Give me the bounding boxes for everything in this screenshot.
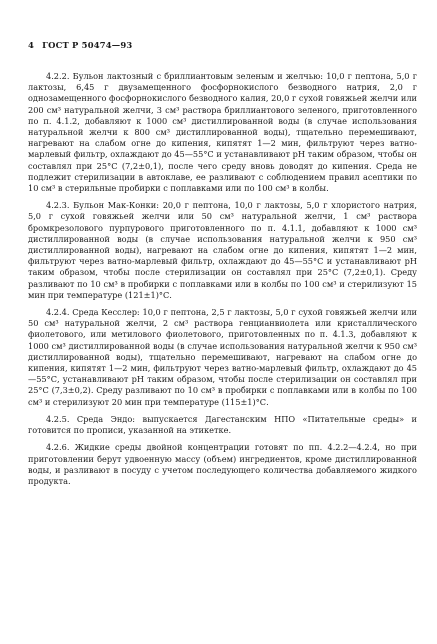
clause-4-2-2: 4.2.2. Бульон лактозный с бриллиантовым зеленым и желчью: 10,0 г пептона, 5,0 г лактозы, 6,45 г двузамещенного фосфорнокислого безводного натрия, 2,0 г однозамещенного фосфорнокислого безводного калия, 20,0 г сухой говяжьей желчи или 200 см³ натуральной желчи, 3 см³ раствора бриллиантового зеленого, приготовленного по п. 4.1.2, добавляют к 1000 см³ дистиллированной воды (в случае использования натуральной желчи к 800 см³ дистиллированной воды), тщательно перемешивают, нагревают на слабом огне до кипения, кипятят 1—2 мин, фильтруют через ватно-марлевый фильтр, охлаждают до 45—55°С и устанавливают рН таким образом, чтобы он составлял при 25°С (7,2±0,1), после чего среду вновь доводят до кипения. Среда не подлежит стерилизации в автоклаве, ее разливают с соблюдением правил асептики по 10 см³ в стерильные пробирки с поплавками или по 100 см³ в колбы.	[28, 71, 417, 194]
clause-4-2-3: 4.2.3. Бульон Мак-Конки: 20,0 г пептона, 10,0 г лактозы, 5,0 г хлористого натрия, 5,0 г сухой говяжьей желчи или 50 см³ натуральной желчи, 1 см³ раствора бромкрезолового пурпурового приготовленного по п. 4.1.1, добавляют к 1000 см³ дистиллированной воды (в случае использования натуральной желчи к 950 см³ дистиллированной воды), нагревают на слабом огне до кипения, кипятят 1—2 мин, фильтруют через ватно-марлевый фильтр, охлаждают до 45—55°С и устанавливают рН таким образом, чтобы после стерилизации он составлял при 25°С (7,2±0,1). Среду разливают по 10 см³ в пробирки с поплавками или в колбы по 100 см³ и стерилизуют 15 мин при температуре (121±1)°С.	[28, 200, 417, 300]
page-number: 4	[28, 40, 35, 50]
clause-4-2-5: 4.2.5. Среда Эндо: выпускается Дагестанским НПО «Питательные среды» и готовится по прописи, указанной на этикетке.	[28, 413, 417, 436]
standard-code: ГОСТ Р 50474—93	[42, 40, 133, 50]
page-header	[28, 40, 417, 50]
clause-4-2-6: 4.2.6. Жидкие среды двойной концентрации готовят по пп. 4.2.2—4.2.4, но при приготовлении берут удвоенную массу (объем) ингредиентов, кроме дистиллированной воды, и разливают в посуду с учетом последующего количества добавляемого жидкого продукта.	[28, 442, 417, 486]
clause-4-2-4: 4.2.4. Среда Кесслер: 10,0 г пептона, 2,5 г лактозы, 5,0 г сухой говяжьей желчи или 50 см³ натуральной желчи, 2 см³ раствора генцианвиолета или кристаллического фиолетового, или метилового фиолетового, приготовленных по п. 4.1.3, добавляют к 1000 см³ дистиллированной воды (в случае использования натуральной желчи к 950 см³ дистиллированной воды), тщательно перемешивают, нагревают на слабом огне до кипения, кипятят 1—2 мин, фильтруют через ватно-марлевый фильтр, охлаждают до 45—55°С, устанавливают рН таким образом, чтобы после стерилизации он составлял при 25°С (7,3±0,2). Среду разливают по 10 см³ в пробирки с поплавками или в колбы по 100 см³ и стерилизуют 20 мин при температуре (115±1)°С.	[28, 307, 417, 407]
